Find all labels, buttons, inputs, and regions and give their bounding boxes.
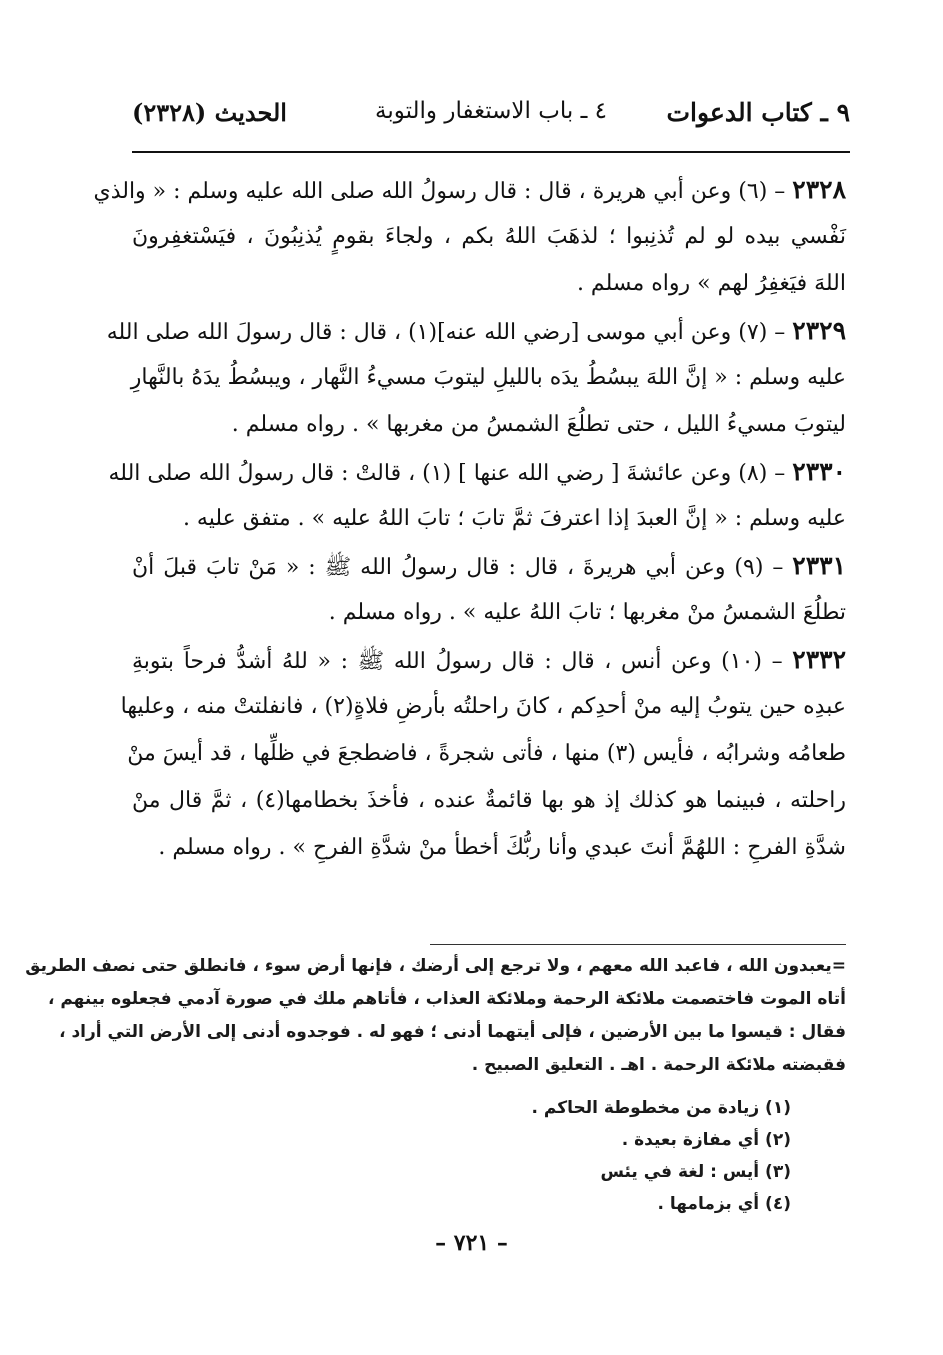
text-line: ٢٣٢٨ – (٦) وعن أبي هريرة ، قال : قال رسولُ الله صلى الله عليه وسلم : « والذي (93, 175, 846, 204)
footnote: (٢) أي مفازة بعيدة . (621, 1130, 791, 1150)
hadith-block (120, 636, 847, 871)
header-rule (132, 151, 850, 153)
continuation-note (25, 950, 846, 1082)
text-line: ليتوبَ مسيءُ الليل ، حتى تطلُعَ الشمسُ من مغربها » . رواه مسلم . (231, 412, 846, 437)
note-line: فقبضته ملائكة الرحمة . اهـ . التعليق الصبيح . (471, 1055, 846, 1075)
note-line: =يعبدون الله ، فاعبد الله معهم ، ولا ترجع إلى أرضك ، فإنها أرض سوء ، فانطلق حتى نصف الطريق (25, 956, 846, 976)
text-line: اللهَ فيَغفِرُ لهم » رواه مسلم . (576, 271, 846, 296)
text-line: عليه وسلم : « إنَّ العبدَ إذا اعترفَ ثمَّ تابَ ؛ تابَ اللهُ عليه » . متفق عليه . (182, 506, 846, 531)
footnote-rule (430, 944, 846, 945)
hadith-number: ٢٣٢٨ (792, 175, 846, 204)
footnote: (١) زيادة من مخطوطة الحاكم . (531, 1098, 791, 1118)
page-number: – ٧٢١ – (435, 1230, 508, 1256)
hadith-number: ٢٣٣١ (792, 551, 846, 580)
hadith-number: ٢٣٢٩ (792, 316, 846, 345)
text-line: شدَّةِ الفرحِ : اللهُمَّ أنتَ عبدي وأنا ربُّكَ أخطأ منْ شدَّةِ الفرحِ » . رواه مسلم . (158, 835, 846, 860)
footnotes (531, 1092, 791, 1220)
text-line: تطلُعَ الشمسُ منْ مغربها ؛ تابَ اللهُ عليه » . رواه مسلم . (328, 600, 846, 625)
text-line: نَفْسي بيده لو لم تُذنِبوا ؛ لذهَبَ اللهُ بكم ، ولجاءَ بقومٍ يُذنِبُونَ ، فيَسْتغفِرونَ (132, 224, 846, 249)
hadith-block (106, 307, 846, 448)
text-line: ٢٣٣٠ – (٨) وعن عائشةَ [ رضي الله عنها ] (١) ، قالتْ : قال رسولُ الله صلى الله (108, 457, 846, 486)
text-line: ٢٣٢٩ – (٧) وعن أبي موسى [رضي الله عنه](١) ، قال : قال رسولَ الله صلى الله (106, 316, 846, 345)
text-line: عليه وسلم : « إنَّ اللهَ يبسُطُ يدَه بالليلِ ليتوبَ مسيءُ النَّهار ، ويبسُطُ يدَهُ بالنَّهارِ (130, 365, 846, 390)
hadith-block (132, 542, 846, 636)
hadith-block (93, 166, 846, 307)
text-line: راحلته ، فبينما هو كذلك إذ هو بها قائمةٌ عنده ، فأخذَ بخطامها(٤) ، ثمَّ قال منْ (132, 788, 846, 813)
main-text (93, 166, 847, 871)
note-line: أتاه الموت فاختصمت ملائكة الرحمة وملائكة العذاب ، فأتاهم ملك في صورة آدمي فجعلوه بينهم ، (47, 989, 846, 1009)
text-line: ٢٣٣١ – (٩) وعن أبي هريرةَ ، قال : قال رسولُ الله ﷺ : « مَنْ تابَ قبلَ أنْ (132, 551, 846, 580)
footnote: (٤) أي بزمامها . (657, 1194, 791, 1214)
footnote: (٣) أيس : لغة في يئس (600, 1162, 791, 1182)
text-line: طعامُه وشرابُه ، فأيس (٣) منها ، فأتى شجرةً ، فاضطجعَ في ظلِّها ، قد أيسَ منْ (127, 741, 846, 766)
hadith-number: ٢٣٣٢ (792, 645, 847, 674)
header-book-title: ٩ ـ كتاب الدعوات (666, 98, 850, 127)
hadith-number: ٢٣٣٠ (792, 457, 846, 486)
text-line: عبدِه حين يتوبُ إليه منْ أحدِكم ، كانَ راحلتُه بأرضِ فلاةٍ(٢) ، فانفلتتْ منه ، وعليها (120, 694, 846, 719)
header-chapter-title: ٤ ـ باب الاستغفار والتوبة (374, 98, 608, 124)
running-header (132, 92, 850, 148)
note-line: فقال : قيسوا ما بين الأرضين ، فإلى أيتهما أدنى ؛ فهو له . فوجدوه أدنى إلى الأرض التي أراد ، (59, 1022, 846, 1042)
hadith-block (108, 448, 846, 542)
header-hadith-range: الحديث (٢٣٢٨) (132, 98, 287, 127)
text-line: ٢٣٣٢ – (١٠) وعن أنس ، قال : قال رسولُ الله ﷺ : « للهُ أشدُّ فرحاً بتوبةِ (132, 645, 847, 674)
